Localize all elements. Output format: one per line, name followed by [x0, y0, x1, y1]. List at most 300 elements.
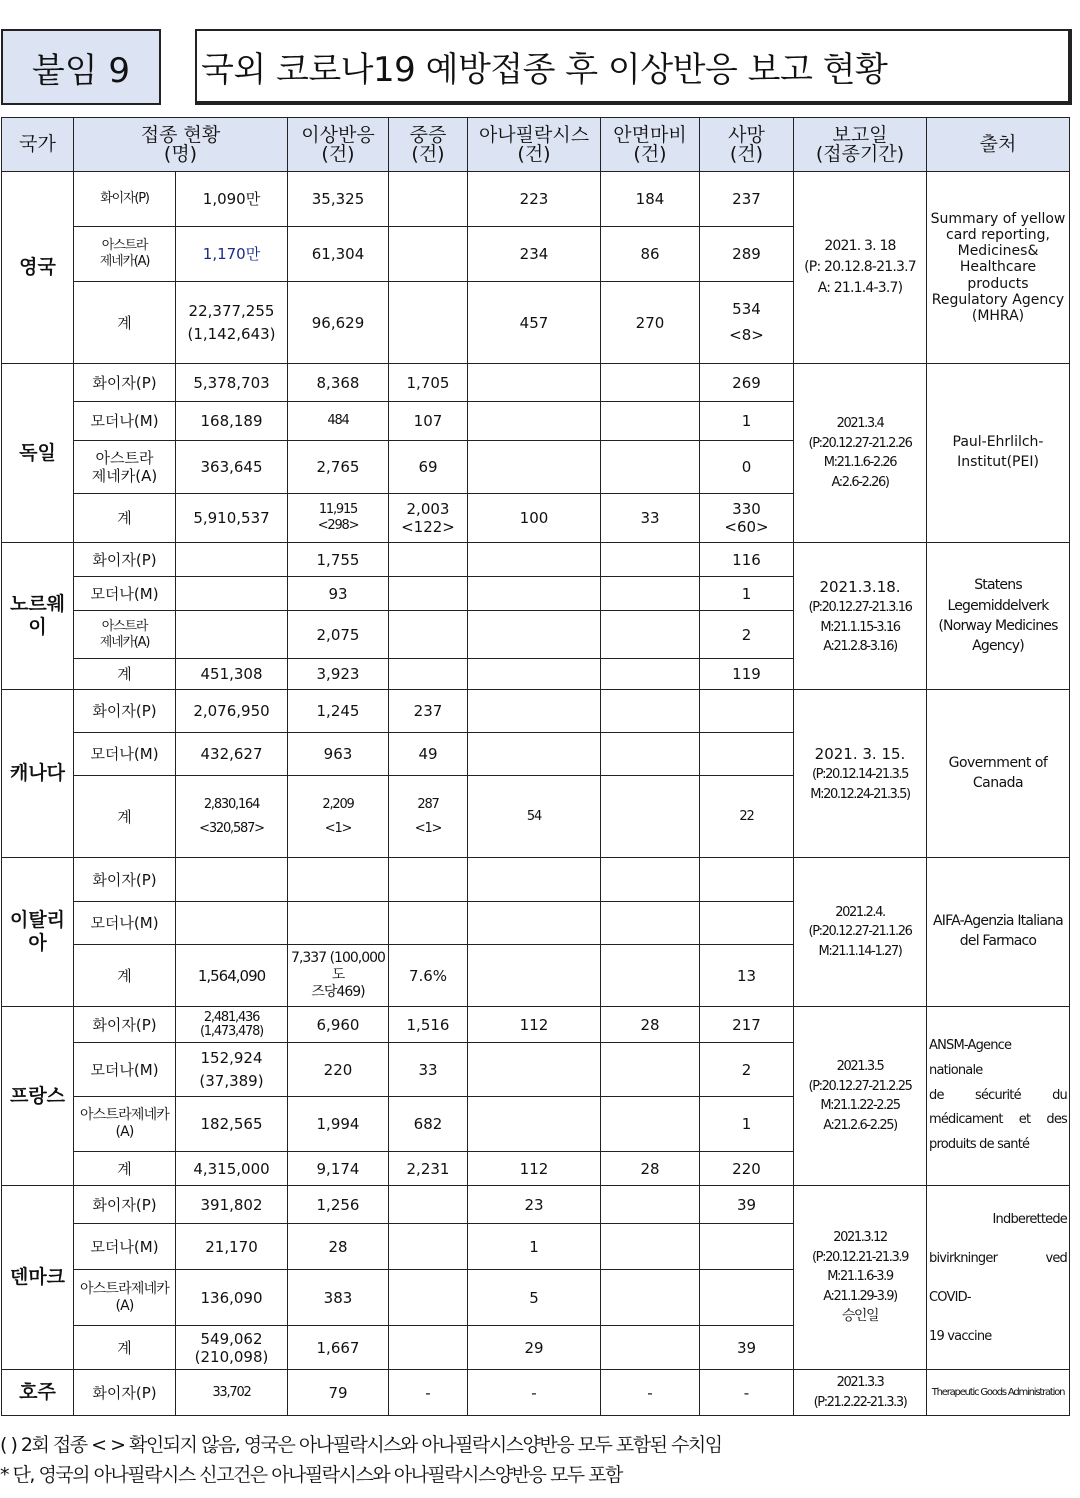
col-severe	[389, 118, 468, 172]
value-line: <122>	[401, 518, 455, 536]
vaccine-cell: 모더나(M)	[74, 733, 176, 776]
report-line: (P:21.2.22-21.3.3)	[813, 1394, 907, 1410]
value-line: 2,003	[406, 500, 450, 518]
footnote-line: * 단, 영국의 아나필락시스 신고건은 아나필락시스와 아나필락시스양반응 모두 포함	[0, 1464, 622, 1487]
source-line: Government of	[948, 754, 1048, 771]
report-date-denmark	[794, 1186, 927, 1370]
anaphylaxis-cell	[468, 902, 601, 945]
adverse-cell: 1,245	[288, 690, 389, 733]
source-line: (MHRA)	[971, 307, 1025, 324]
col-anaphylaxis-line2: (건)	[517, 142, 551, 165]
vaccine-line: (A)	[115, 1297, 134, 1314]
source-australia: Therapeutic Goods Administration	[927, 1370, 1070, 1416]
report-line: A:2.6-2.26)	[831, 474, 889, 490]
adverse-cell: 3,923	[288, 659, 389, 690]
death-cell: 119	[700, 659, 794, 690]
vaccinated-cell	[176, 611, 288, 659]
facial-cell	[601, 543, 700, 577]
value-line: 22,377,255	[188, 302, 275, 320]
source-line: Statens Legemiddelverk	[947, 577, 1049, 614]
col-vaccination	[74, 118, 288, 172]
col-vaccination-line1: 접종 현황	[140, 123, 221, 146]
value-line: (210,098)	[194, 1347, 269, 1366]
report-date-uk	[794, 172, 927, 364]
vaccinated-cell	[176, 858, 288, 902]
severe-cell: 107	[389, 402, 468, 441]
death-cell: 217	[700, 1007, 794, 1043]
vaccine-cell: 모더나(M)	[74, 1224, 176, 1270]
vaccine-line: 제네카(A)	[99, 634, 150, 650]
vaccinated-cell	[176, 577, 288, 611]
source-canada	[927, 690, 1070, 858]
report-line: (P:20.12.27-21.2.25	[808, 1078, 912, 1094]
vaccine-cell: 화이자(P)	[74, 690, 176, 733]
vaccine-cell	[74, 1270, 176, 1326]
adverse-cell: 9,174	[288, 1152, 389, 1186]
country-denmark: 덴마크	[2, 1186, 74, 1370]
country-norway: 노르웨이	[2, 543, 74, 690]
footnotes	[0, 1430, 722, 1491]
report-line: 2021.2.4.	[835, 904, 885, 920]
vaccinated-cell: 1,564,090	[176, 945, 288, 1007]
vaccinated-cell: 33,702	[176, 1370, 288, 1416]
col-death	[700, 118, 794, 172]
facial-cell	[601, 659, 700, 690]
vaccine-cell: 모더나(M)	[74, 1043, 176, 1097]
adverse-cell: 28	[288, 1224, 389, 1270]
vaccine-cell: 화이자(P)	[74, 1007, 176, 1043]
source-line: médicament et des	[929, 1112, 1067, 1128]
vaccine-cell: 화이자(P)	[74, 543, 176, 577]
country-france: 프랑스	[2, 1007, 74, 1186]
death-cell: 2	[700, 1043, 794, 1097]
vaccinated-cell	[176, 902, 288, 945]
facial-cell	[601, 1326, 700, 1370]
col-adverse-line2: (건)	[321, 142, 355, 165]
vaccinated-cell	[176, 776, 288, 858]
report-line: 승인일	[841, 1308, 879, 1324]
adverse-cell: 35,325	[288, 172, 389, 227]
facial-cell	[601, 1043, 700, 1097]
anaphylaxis-cell: 54	[468, 776, 601, 858]
vaccine-cell: 화이자(P)	[74, 1370, 176, 1416]
facial-cell	[601, 858, 700, 902]
col-report-line1: 보고일	[832, 123, 888, 146]
anaphylaxis-cell	[468, 441, 601, 494]
value-line: 549,062	[200, 1329, 263, 1348]
facial-cell: 28	[601, 1152, 700, 1186]
report-line: (P:20.12.27-21.3.16	[808, 600, 912, 615]
total-label: 계	[74, 659, 176, 690]
adverse-cell: 1,256	[288, 1186, 389, 1224]
total-label: 계	[74, 776, 176, 858]
value-line: 534	[732, 300, 761, 318]
report-line: 2021. 3. 18	[824, 238, 896, 254]
anaphylaxis-cell	[468, 402, 601, 441]
severe-cell: 33	[389, 1043, 468, 1097]
report-date-italy	[794, 858, 927, 1007]
severe-cell	[389, 902, 468, 945]
vaccinated-cell: 21,170	[176, 1224, 288, 1270]
country-australia: 호주	[2, 1370, 74, 1416]
anaphylaxis-cell: 23	[468, 1186, 601, 1224]
facial-cell	[601, 902, 700, 945]
anaphylaxis-cell	[468, 611, 601, 659]
severe-cell	[389, 227, 468, 282]
source-line: produits de santé	[929, 1137, 1030, 1153]
country-italy: 이탈리아	[2, 858, 74, 1007]
facial-cell	[601, 1186, 700, 1224]
vaccinated-cell: 391,802	[176, 1186, 288, 1224]
adverse-cell: 6,960	[288, 1007, 389, 1043]
vaccinated-cell: 5,378,703	[176, 364, 288, 402]
vaccinated-cell	[176, 1326, 288, 1370]
value-line: 330	[732, 500, 761, 518]
death-cell	[700, 733, 794, 776]
value-line: 7,337 (100,000도	[291, 950, 385, 984]
severe-cell	[389, 1270, 468, 1326]
source-norway	[927, 543, 1070, 690]
col-death-line2: (건)	[729, 142, 764, 165]
facial-cell	[601, 733, 700, 776]
death-cell	[700, 282, 794, 364]
value-line: <1>	[324, 820, 352, 836]
facial-cell	[601, 577, 700, 611]
source-uk	[927, 172, 1070, 364]
adverse-cell: 963	[288, 733, 389, 776]
vaccine-line: 아스트라제네카	[79, 1107, 170, 1124]
value-line: <298>	[317, 518, 359, 533]
vaccine-cell: 화이자(P)	[74, 364, 176, 402]
value-line: 152,924	[200, 1049, 263, 1067]
anaphylaxis-cell: -	[468, 1370, 601, 1416]
vaccine-line: 아스트라	[101, 618, 148, 634]
death-cell	[700, 690, 794, 733]
severe-cell: 1,705	[389, 364, 468, 402]
report-date-canada	[794, 690, 927, 858]
source-line: Regulatory Agency	[931, 291, 1065, 308]
vaccine-cell: 화이자(P)	[74, 1186, 176, 1224]
table-row	[2, 690, 1070, 733]
facial-cell	[601, 1224, 700, 1270]
adverse-reactions-table	[1, 117, 1070, 1416]
value-line: <8>	[729, 325, 764, 344]
col-country: 국가	[2, 118, 74, 172]
source-line: del Farmaco	[959, 933, 1037, 949]
report-line: 2021.3.18.	[819, 577, 901, 596]
report-line: (P: 20.12.8-21.3.7	[804, 259, 916, 275]
report-date-australia	[794, 1370, 927, 1416]
adverse-cell: 8,368	[288, 364, 389, 402]
severe-cell	[389, 543, 468, 577]
adverse-cell: 2,765	[288, 441, 389, 494]
anaphylaxis-cell: 1	[468, 1224, 601, 1270]
report-line: A:21.2.8-3.16)	[823, 639, 897, 654]
total-label: 계	[74, 945, 176, 1007]
report-line: 2021.3.5	[836, 1059, 884, 1074]
adverse-cell	[288, 945, 389, 1007]
death-cell: 39	[700, 1326, 794, 1370]
report-date-norway	[794, 543, 927, 690]
vaccine-cell	[74, 227, 176, 282]
col-facial-line2: (건)	[633, 142, 667, 165]
facial-cell	[601, 611, 700, 659]
death-cell: 39	[700, 1186, 794, 1224]
anaphylaxis-cell	[468, 733, 601, 776]
severe-cell	[389, 282, 468, 364]
report-line: 2021.3.3	[836, 1375, 884, 1390]
value-line: 즈당469)	[311, 983, 365, 1000]
anaphylaxis-cell	[468, 690, 601, 733]
vaccinated-cell	[176, 1043, 288, 1097]
vaccinated-cell: 363,645	[176, 441, 288, 494]
value-line: (1,142,643)	[187, 324, 276, 343]
severe-cell	[389, 172, 468, 227]
vaccine-cell: 화이자(P)	[74, 858, 176, 902]
vaccinated-cell: 1,170만	[176, 227, 288, 282]
death-cell: -	[700, 1370, 794, 1416]
value-line: 11,915	[318, 502, 358, 518]
source-line: Medicines&	[957, 243, 1039, 260]
vaccinated-cell: 4,315,000	[176, 1152, 288, 1186]
adverse-cell: 484	[288, 402, 389, 441]
vaccinated-cell: 5,910,537	[176, 494, 288, 543]
source-line: Agency)	[972, 638, 1024, 655]
col-report-date	[794, 118, 927, 172]
country-germany: 독일	[2, 364, 74, 543]
source-italy	[927, 858, 1070, 1007]
vaccine-line: 제네카(A)	[91, 467, 158, 485]
death-cell	[700, 1270, 794, 1326]
report-line: A:21.1.29-3.9)	[823, 1288, 897, 1304]
facial-cell: 270	[601, 282, 700, 364]
severe-cell	[389, 776, 468, 858]
anaphylaxis-cell: 29	[468, 1326, 601, 1370]
facial-cell	[601, 945, 700, 1007]
report-line: A: 21.1.4-3.7)	[817, 280, 903, 296]
total-label: 계	[74, 494, 176, 543]
table-row	[2, 172, 1070, 227]
severe-cell: 237	[389, 690, 468, 733]
report-date-france	[794, 1007, 927, 1186]
death-cell: 289	[700, 227, 794, 282]
anaphylaxis-cell: 5	[468, 1270, 601, 1326]
vaccine-cell: 모더나(M)	[74, 577, 176, 611]
report-line: M:21.1.6-3.9	[827, 1269, 893, 1284]
col-death-line1: 사망	[728, 123, 765, 146]
vaccinated-cell	[176, 1007, 288, 1043]
source-line: bivirkninger ved COVID-	[929, 1250, 1067, 1305]
vaccinated-cell: 451,308	[176, 659, 288, 690]
report-line: M:21.1.6-2.26	[823, 455, 897, 470]
severe-cell	[389, 611, 468, 659]
adverse-cell	[288, 858, 389, 902]
death-cell: 116	[700, 543, 794, 577]
death-cell: 220	[700, 1152, 794, 1186]
death-cell: 269	[700, 364, 794, 402]
value-line: 2,209	[322, 797, 354, 813]
col-severe-line1: 중증	[409, 123, 447, 146]
severe-cell: 682	[389, 1097, 468, 1152]
col-adverse	[288, 118, 389, 172]
vaccine-cell: 화이자(P)	[74, 172, 176, 227]
death-cell	[700, 494, 794, 543]
table-row	[2, 1007, 1070, 1043]
source-line: (Norway Medicines	[938, 618, 1058, 634]
vaccinated-cell: 432,627	[176, 733, 288, 776]
anaphylaxis-cell	[468, 858, 601, 902]
col-facial-line1: 안면마비	[613, 123, 687, 146]
anaphylaxis-cell	[468, 364, 601, 402]
source-line: Canada	[972, 774, 1024, 791]
death-cell: 1	[700, 1097, 794, 1152]
col-anaphylaxis-line1: 아나필락시스	[478, 123, 590, 146]
page-title-text: 국외 코로나19 예방접종 후 이상반응 보고 현황	[201, 49, 888, 90]
table-row	[2, 364, 1070, 402]
col-source: 출처	[927, 118, 1070, 172]
value-line: 287	[417, 797, 439, 813]
col-adverse-line1: 이상반응	[301, 123, 375, 146]
death-cell	[700, 902, 794, 945]
vaccine-cell: 모더나(M)	[74, 402, 176, 441]
vaccine-cell	[74, 611, 176, 659]
col-severe-line2: (건)	[411, 142, 445, 165]
table-row	[2, 1370, 1070, 1416]
col-report-line2: (접종기간)	[815, 142, 905, 165]
source-denmark	[927, 1186, 1070, 1370]
death-cell: 1	[700, 402, 794, 441]
attachment-badge	[1, 29, 161, 105]
severe-cell	[389, 1326, 468, 1370]
severe-cell	[389, 858, 468, 902]
anaphylaxis-cell	[468, 659, 601, 690]
anaphylaxis-cell: 112	[468, 1152, 601, 1186]
death-cell: 22	[700, 776, 794, 858]
vaccinated-cell: 1,090만	[176, 172, 288, 227]
value-line: (37,389)	[199, 1071, 264, 1090]
anaphylaxis-cell	[468, 1043, 601, 1097]
value-line: 2,830,164	[203, 797, 260, 813]
anaphylaxis-cell	[468, 577, 601, 611]
report-line: M:21.1.15-3.16	[820, 619, 900, 635]
death-cell: 237	[700, 172, 794, 227]
report-line: (P:20.12.27-21.1.26	[808, 924, 912, 940]
severe-cell	[389, 1186, 468, 1224]
vaccinated-cell: 136,090	[176, 1270, 288, 1326]
death-cell	[700, 1224, 794, 1270]
total-label: 계	[74, 1326, 176, 1370]
col-vaccination-line2: (명)	[163, 142, 198, 165]
facial-cell	[601, 776, 700, 858]
source-line: Summary of yellow	[930, 211, 1066, 228]
total-label: 계	[74, 1152, 176, 1186]
death-cell: 2	[700, 611, 794, 659]
footnote-line: ( ) 2회 접종 < > 확인되지 않음, 영국은 아나필락시스와 아나필락시스양반응 모두 포함된 수치임	[0, 1434, 722, 1456]
source-line: Paul-Ehrlilch-	[952, 434, 1044, 451]
table-row	[2, 1186, 1070, 1224]
anaphylaxis-cell	[468, 1097, 601, 1152]
report-line: 2021.3.12	[833, 1230, 887, 1245]
col-anaphylaxis	[468, 118, 601, 172]
vaccine-line: 아스트라제네카	[79, 1280, 170, 1297]
table-header-row	[2, 118, 1070, 172]
severe-cell: 69	[389, 441, 468, 494]
facial-cell: 33	[601, 494, 700, 543]
vaccine-cell	[74, 441, 176, 494]
severe-cell	[389, 494, 468, 543]
severe-cell: 1,516	[389, 1007, 468, 1043]
severe-cell: -	[389, 1370, 468, 1416]
value-line: 2,481,436	[203, 1009, 260, 1025]
report-line: M:21.1.14-1.27)	[818, 943, 902, 959]
report-line: A:21.2.6-2.25)	[823, 1117, 897, 1133]
report-line: M:21.1.22-2.25	[820, 1098, 900, 1113]
source-line: Institut(PEI)	[957, 454, 1039, 470]
source-line: 19 vaccine	[929, 1328, 992, 1344]
country-uk: 영국	[2, 172, 74, 364]
attachment-badge-text: 붙임 9	[31, 50, 131, 91]
adverse-cell: 220	[288, 1043, 389, 1097]
vaccinated-cell	[176, 282, 288, 364]
adverse-cell	[288, 902, 389, 945]
vaccine-line: 제네카(A)	[99, 254, 150, 269]
facial-cell	[601, 690, 700, 733]
value-line: (1,473,478)	[199, 1023, 264, 1039]
facial-cell	[601, 1270, 700, 1326]
severe-cell: 7.6%	[389, 945, 468, 1007]
report-line: 2021. 3. 15.	[814, 744, 906, 763]
vaccinated-cell	[176, 543, 288, 577]
death-cell	[700, 858, 794, 902]
anaphylaxis-cell	[468, 945, 601, 1007]
report-line: (P:20.12.21-21.3.9	[811, 1249, 909, 1265]
adverse-cell: 79	[288, 1370, 389, 1416]
facial-cell: 184	[601, 172, 700, 227]
adverse-cell: 383	[288, 1270, 389, 1326]
anaphylaxis-cell: 234	[468, 227, 601, 282]
death-cell: 1	[700, 577, 794, 611]
source-line: ANSM-Agence nationale	[929, 1038, 1012, 1078]
value-line: <320,587>	[199, 820, 264, 836]
value-line: <60>	[724, 518, 769, 536]
adverse-cell: 61,304	[288, 227, 389, 282]
vaccinated-cell: 2,076,950	[176, 690, 288, 733]
severe-cell: 49	[389, 733, 468, 776]
death-cell: 13	[700, 945, 794, 1007]
anaphylaxis-cell: 457	[468, 282, 601, 364]
anaphylaxis-cell: 223	[468, 172, 601, 227]
adverse-cell	[288, 776, 389, 858]
adverse-cell: 93	[288, 577, 389, 611]
anaphylaxis-cell	[468, 543, 601, 577]
vaccine-cell: 모더나(M)	[74, 902, 176, 945]
total-label: 계	[74, 282, 176, 364]
report-line: M:20.12.24-21.3.5)	[810, 786, 910, 802]
report-date-germany	[794, 364, 927, 543]
page-title	[195, 29, 1072, 105]
facial-cell: 86	[601, 227, 700, 282]
facial-cell	[601, 441, 700, 494]
country-canada: 캐나다	[2, 690, 74, 858]
vaccine-line: 아스트라	[101, 238, 148, 254]
facial-cell: -	[601, 1370, 700, 1416]
severe-cell	[389, 1224, 468, 1270]
source-line: de sécurité du	[929, 1087, 1067, 1103]
source-line: Healthcare products	[959, 259, 1037, 292]
table-row	[2, 543, 1070, 577]
source-france	[927, 1007, 1070, 1186]
report-line: 2021.3.4	[836, 416, 884, 431]
